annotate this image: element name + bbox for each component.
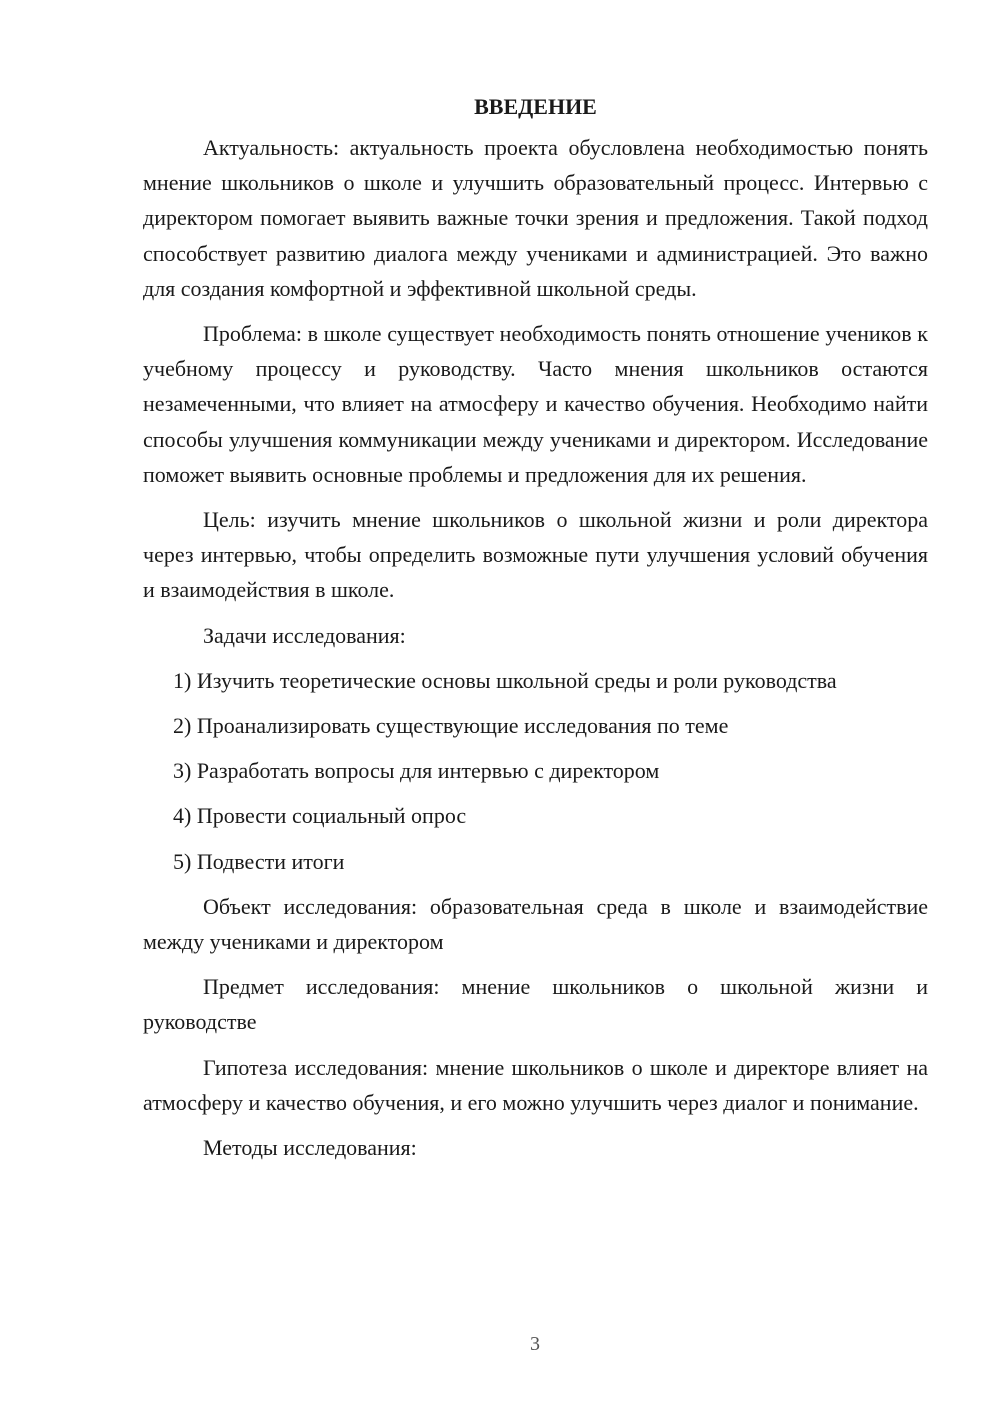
list-item: 1) Изучить теоретические основы школьной среды и роли руководства [173, 667, 837, 693]
list-item: 4) Провести социальный опрос [173, 803, 467, 829]
object-paragraph: Объект исследования: образовательная среда в школе и взаимодействие между учениками и директором [143, 893, 928, 955]
list-item: 5) Подвести итоги [173, 848, 345, 874]
page-number: 3 [530, 1333, 540, 1355]
relevance-paragraph: Актуальность: актуальность проекта обусловлена необходимостью понять мнение школьников о школе и улучшить образовательный процесс. Интервью с директором помогает выявить важные точки зрения и предложения. Такой подход способствует развитию диалога между учениками и администрацией. Это важно для создания комфортной и эффективной школьной среды. [143, 135, 928, 301]
problem-paragraph: Проблема: в школе существует необходимость понять отношение учеников к учебному процессу и руководству. Часто мнения школьников остаются незамеченными, что влияет на атмосферу и качество обучения. Необходимо найти способы улучшения коммуникации между учениками и директором. Исследование поможет выявить основные проблемы и предложения для их решения. [143, 321, 928, 487]
hypothesis-paragraph: Гипотеза исследования: мнение школьников о школе и директоре влияет на атмосферу и качество обучения, и его можно улучшить через диалог и понимание. [143, 1054, 928, 1115]
goal-paragraph: Цель: изучить мнение школьников о школьной жизни и роли директора через интервью, чтобы определить возможные пути улучшения условий обучения и взаимодействия в школе. [143, 507, 928, 603]
list-item: 3) Разработать вопросы для интервью с директором [173, 758, 660, 784]
tasks-label: Задачи исследования: [203, 622, 406, 648]
tasks-list [143, 663, 928, 879]
list-item: 2) Проанализировать существующие исследования по теме [173, 713, 729, 739]
subject-paragraph: Предмет исследования: мнение школьников о школьной жизни и руководстве [143, 974, 928, 1035]
methods-label: Методы исследования: [203, 1135, 417, 1161]
section-title: ВВЕДЕНИЕ [474, 94, 597, 119]
document-page [143, 92, 928, 1175]
